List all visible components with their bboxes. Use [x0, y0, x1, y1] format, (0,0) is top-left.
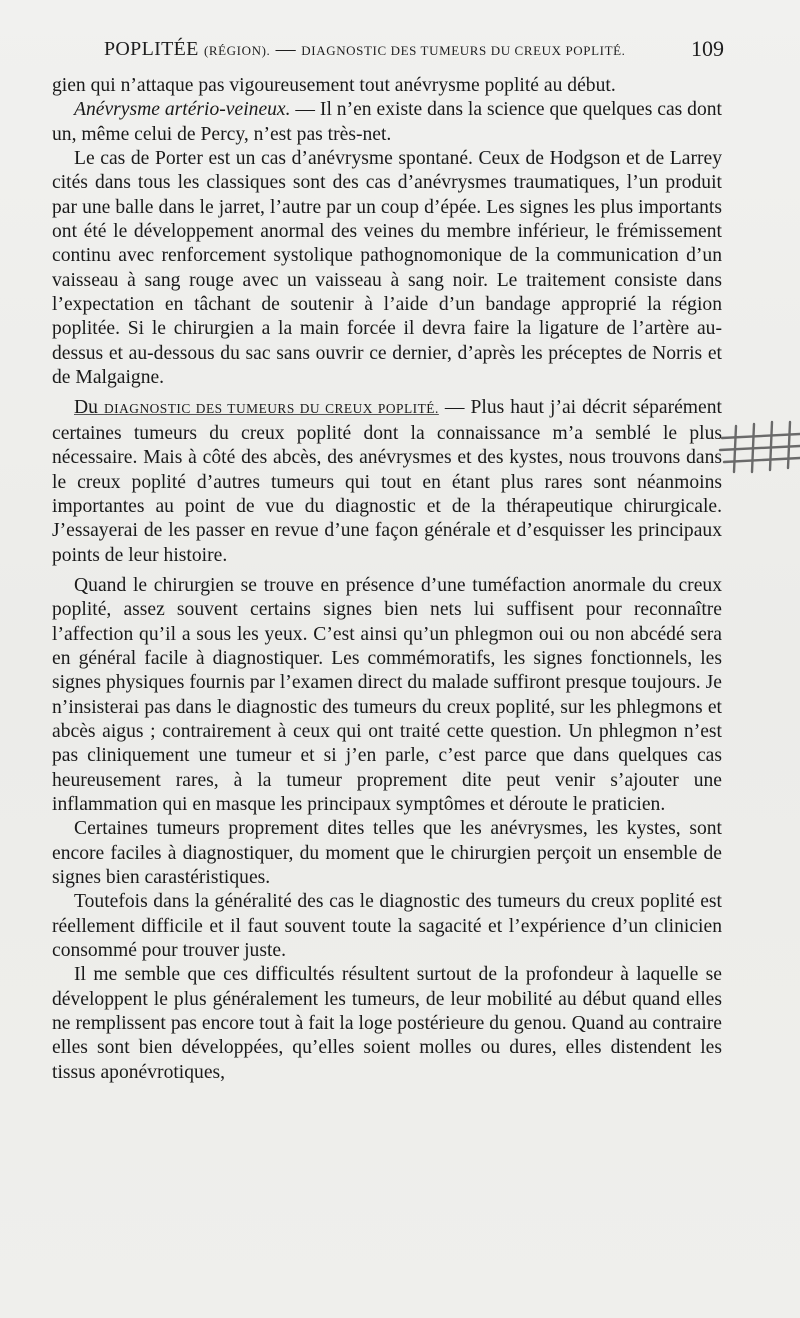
- paragraph-continuation: gien qui n’attaque pas vigoureusement tout anévrysme poplité au début.: [52, 75, 616, 96]
- header-title: [104, 38, 626, 61]
- header-title-paren: (RÉGION).: [203, 43, 271, 58]
- paragraph-toutefois: Toutefois dans la généralité des cas le diagnostic des tumeurs du creux poplité est réellement difficile et il faut souvent toute la sagacité et l’expérience d’un clinicien consommé pour trouver juste.: [52, 891, 722, 962]
- paragraph-text: — Plus haut j’ai décrit séparément certaines tumeurs du creux poplité dont la connaissance m’a semblé le plus nécessaire. Mais à côté des abcès, des anévrysmes et des kystes, nous trouvons dans le creux poplité d’autres tumeurs qui tout en étant plus rares sont néanmoins importantes au point de vue du diagnostic et de la thérapeutique chirurgicale. J’essayerai de les passer en revue d’une façon générale et d’esquisser les principaux points de leur histoire.: [52, 397, 722, 566]
- paragraph-porter: Le cas de Porter est un cas d’anévrysme spontané. Ceux de Hodgson et de Larrey cités dans tous les classiques sont des cas d’anévrysmes traumatiques, l’un produit par une balle dans le jarret, l’autre par un coup d’épée. Les signes les plus importants ont été le développement anormal des veines du membre inférieur, le frémissement continu avec renforcement systolique pathognomonique de la communication d’un vaisseau à sang rouge avec un vaisseau à sang noir. Le traitement consiste dans l’expectation en tâchant de soutenir à l’aide d’un bandage approprié la région poplitée. Si le chirurgien a la main forcée il devra faire la ligature de l’artère au-dessus et au-dessous du sac sans ouvrir ce dernier, d’après les préceptes de Norris et de Malgaigne.: [52, 148, 722, 389]
- paragraph-text: — Il n’en existe dans la science que quelques cas dont un, même celui de Percy, n’est pas très-net.: [52, 99, 722, 145]
- paragraph-arterio-veineux: [52, 98, 722, 147]
- body-text: [52, 74, 722, 1085]
- header-separator: —: [275, 38, 296, 60]
- section-heading-diagnostic: [74, 397, 439, 418]
- section-heading-italic: Anévrysme artério-veineux.: [74, 99, 291, 121]
- paragraph-diagnostic: [52, 396, 722, 567]
- running-header: [52, 38, 724, 68]
- paragraph-chirurgien: Quand le chirurgien se trouve en présence d’une tuméfaction anormale du creux poplité, assez souvent certains signes bien nets lui suffisent pour reconnaître l’affection qu’il a sous les yeux. C’est ainsi qu’un phlegmon oui ou non abcédé sera en général facile à diagnostiquer. Les commémoratifs, les signes fonctionnels, les signes physiques fournis par l’examen direct du malade suffiront presque toujours. Je n’insisterai pas dans le diagnostic des tumeurs du creux poplité, sur les phlegmons et abcès aigus ; contrairement à ceux qui ont traité cette question. Un phlegmon n’est pas cliniquement une tumeur et si j’en parle, c’est parce que dans quelques cas heureusement rares, à la tumeur proprement dite peut venir s’ajouter une inflammation qui en masque les principaux symptômes et déroute le praticien.: [52, 574, 722, 815]
- page-number: 109: [691, 36, 724, 61]
- pencil-hatch-mark: [716, 416, 800, 476]
- header-subtitle: DIAGNOSTIC DES TUMEURS DU CREUX POPLITÉ.: [301, 43, 626, 58]
- heading-caps: DIAGNOSTIC DES TUMEURS DU CREUX POPLITÉ.: [103, 401, 439, 417]
- paragraph-difficultes: Il me semble que ces difficultés résultent surtout de la profondeur à laquelle se développent le plus généralement les tumeurs, de leur mobilité au début quand elles ne remplissent pas encore tout à fait la loge postérieure du genou. Quand au contraire elles sont bien développées, qu’elles soient molles ou dures, elles distendent les tissus aponévrotiques,: [52, 964, 722, 1083]
- heading-du: Du: [74, 397, 98, 419]
- header-title-main: POPLITÉE: [104, 38, 199, 60]
- paragraph-certaines-tumeurs: Certaines tumeurs proprement dites telles que les anévrysmes, les kystes, sont encore faciles à diagnostiquer, du moment que le chirurgien perçoit un ensemble de signes bien carastéristiques.: [52, 818, 722, 888]
